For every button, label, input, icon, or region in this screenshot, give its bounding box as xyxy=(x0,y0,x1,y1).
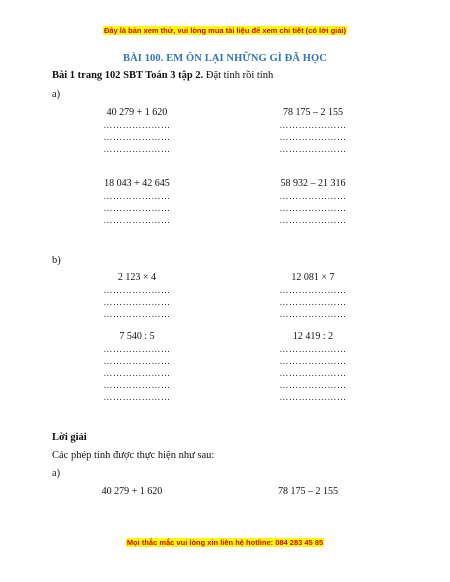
answer-line: ………………… xyxy=(103,356,171,366)
answer-line: ………………… xyxy=(103,191,171,201)
calc-item: 58 932 – 21 316 xyxy=(280,178,346,189)
hotline-notice: Mọi thắc mắc vui lòng xin liên hệ hotline: 084 283 45 85 xyxy=(126,538,324,547)
answer-line: ………………… xyxy=(103,380,171,390)
answer-line: ………………… xyxy=(103,368,171,378)
answer-line: ………………… xyxy=(103,392,171,402)
answer-line: ………………… xyxy=(103,309,171,319)
page-title: BÀI 100. EM ÔN LẠI NHỮNG GÌ ĐÃ HỌC xyxy=(123,53,327,64)
answer-line: ………………… xyxy=(279,344,347,354)
answer-line: ………………… xyxy=(279,392,347,402)
answer-line: ………………… xyxy=(279,132,347,142)
preview-notice: Đây là bản xem thử, vui lòng mua tài liệu để xem chi tiết (có lời giải) xyxy=(103,26,347,35)
part-b-label: b) xyxy=(52,255,61,266)
answer-line: ………………… xyxy=(279,120,347,130)
answer-line: ………………… xyxy=(279,285,347,295)
calc-item: 12 419 : 2 xyxy=(292,331,334,342)
calc-item: 7 540 : 5 xyxy=(119,331,155,342)
answer-line: ………………… xyxy=(103,297,171,307)
calc-item: 40 279 + 1 620 xyxy=(106,107,168,118)
answer-line: ………………… xyxy=(103,215,171,225)
calc-item: 18 043 + 42 645 xyxy=(104,178,170,189)
solution-heading: Lời giải xyxy=(52,432,87,443)
solution-calc-item: 78 175 – 2 155 xyxy=(278,486,338,497)
calc-item: 12 081 × 7 xyxy=(291,272,335,283)
answer-line: ………………… xyxy=(103,285,171,295)
solution-intro: Các phép tính được thực hiện như sau: xyxy=(52,450,215,461)
answer-line: ………………… xyxy=(279,215,347,225)
answer-line: ………………… xyxy=(103,203,171,213)
answer-line: ………………… xyxy=(279,297,347,307)
calc-item: 78 175 – 2 155 xyxy=(283,107,343,118)
answer-line: ………………… xyxy=(103,120,171,130)
solution-calc-item: 40 279 + 1 620 xyxy=(101,486,163,497)
answer-line: ………………… xyxy=(279,144,347,154)
calc-item: 2 123 × 4 xyxy=(117,272,157,283)
answer-line: ………………… xyxy=(103,132,171,142)
answer-line: ………………… xyxy=(279,356,347,366)
answer-line: ………………… xyxy=(103,144,171,154)
part-a-label: a) xyxy=(52,89,61,100)
answer-line: ………………… xyxy=(279,203,347,213)
answer-line: ………………… xyxy=(279,380,347,390)
answer-line: ………………… xyxy=(103,344,171,354)
answer-line: ………………… xyxy=(279,368,347,378)
exercise-heading: Bài 1 trang 102 SBT Toán 3 tập 2. Đặt tính rồi tính xyxy=(52,70,274,81)
answer-line: ………………… xyxy=(279,309,347,319)
solution-part-a-label: a) xyxy=(52,468,61,479)
answer-line: ………………… xyxy=(279,191,347,201)
